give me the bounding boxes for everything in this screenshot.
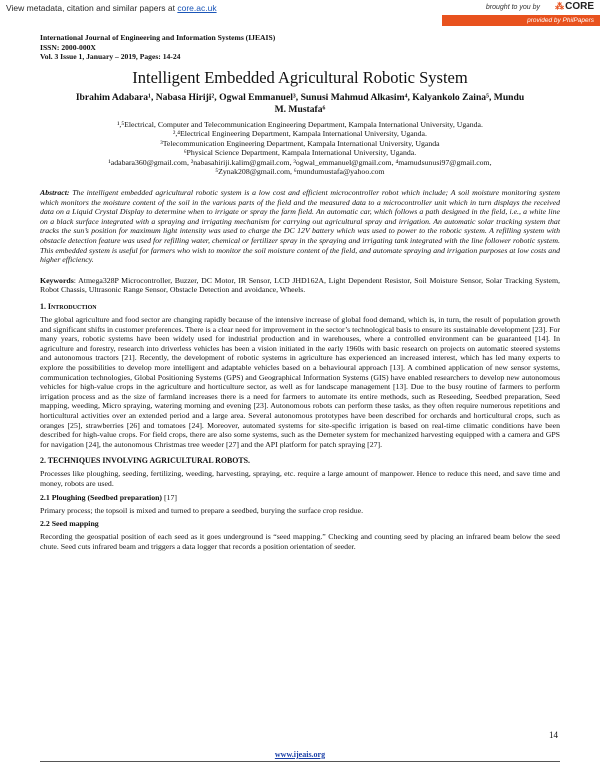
affiliations (40, 120, 560, 178)
email-line: ¹adabara360@gmail.com, ²nabasahiriji.kalim@gmail.com, ³ogwal_emmanuel@gmail.com, ⁴mamudsunusi97@gmail.com, (108, 157, 492, 167)
paper-title: Intelligent Embedded Agricultural Robotic System (132, 67, 468, 87)
subsection-ref: [17] (162, 492, 177, 502)
email-line: ⁵Zynak208@gmail.com, ⁶mundumustafa@yahoo.com (215, 167, 385, 177)
journal-volume: Vol. 3 Issue 1, January – 2019, Pages: 14-24 (40, 52, 181, 61)
affiliation-line: ⁶Physical Science Department, Kampala International University, Uganda. (183, 148, 417, 158)
section-heading-techniques: 2. TECHNIQUES INVOLVING AGRICULTURAL ROBOTS. (40, 456, 251, 466)
journal-name: International Journal of Engineering and Information Systems (IJEAIS) (40, 33, 276, 42)
authors-line-2: M. Mustafa⁶ (274, 103, 326, 115)
affiliation-line: ¹,⁵Electrical, Computer and Telecommunication Engineering Department, Kampala International University, Uganda. (117, 119, 483, 129)
keywords (40, 276, 560, 295)
core-logo-icon: ⁂ (555, 1, 565, 11)
subsection-title: 2.1 Ploughing (Seedbed preparation) (40, 492, 163, 502)
keywords-text: : Atmega328P Microcontroller, Buzzer, DC Motor, IR Sensor, LCD JHD162A, Light Dependent Resistor, Soil Moisture Sensor, Solar Tracking System, Robot Chassis, Ultrasonic Range Sensor, Obstacle Detection and avoidance, Wheels. (40, 275, 560, 295)
core-banner (0, 0, 600, 28)
introduction-paragraph: The global agriculture and food sector are changing rapidly because of the intensive increase of global food demand, which is, in turn, the result of population growth and significant shifts in customer preferences. There is a clear need for improvement in the sector’s technological basis to ensure its sustainable development [23]. For many years, robotic systems have been widely used for industrial production and in warehouses, where a controlled environment can be guaranteed [14]. In agriculture and forestry, research into driverless vehicles has been a vision initiated in the early 1960s with basic research on projects on automatic steered systems and autonomous tractors [21]. Recently, the development of robotic systems in agriculture has experienced an increased interest, which has led many experts to explore the possibilities to develop more intelligent and adaptable vehicles based on a behavioural approach [13]. A combined application of new sensor systems, communication technologies, Global Positioning Systems (GPS) and Geographical Information Systems (GIS) have enabled researchers to develop new autonomous vehicles for high-value crops in the agriculture and horticulture sector, as well as for landscape management [13]. Due to the busy routine of farmers to perform irrigation process and as the size of farmland increases there is a need for farmers to automate its entire methods, such as Reseeding, Seedbed preparation, Seed mapping, weeding, Micro spraying, watering morning and evening [23]. Autonomous robots can perform these tasks, as they often require numerous repetitions and horticultural activities over an extended period and a large area. Several autonomous prototypes have been described for orchards and horticultural crops, such as oranges [25], strawberries [26] and tomatoes [24]. Moreover, automated systems for site-specific irrigation is based on real-time climatic conditions have been described for high-value crops. For field crops, there are also some systems, such as the Demeter system for mechanized harvesting equipped with a camera and GPS for navigation [24], the autonomous Christmas tree weeder [27] and the API platform for patch spraying [27]. (40, 315, 560, 449)
abstract-text: The intelligent embedded agricultural robotic system is a low cost and efficient microcontroller robot which include; A soil moisture monitoring system which monitors the moisture content of the soil in the various parts of the field and the measured data to a microcontroller unit which in turn displays the received data on a Liquid Crystal Display to determine when to irrigate or spray the farm field. An automatic car, which follows a path designed in the field, i.e., a white line on a black surface integrated with a spraying and irrigating mechanism for carrying out agricultural spray and irrigation. An automatic solar tracking system that tracks the sun’s position for maximum light intensity was used to charge the DC 12V battery which was used to power to the robotic system. A refilling system with obstacle detection feature was used for refilling water, chemical or fertilizer spray in the spraying and irrigating tank integrated with the line follower robotic system. This embedded system is useful for farmers who wish to monitor the soil moisture content of the field, and automate spraying and irrigation purposes at low costs and higher efficiency. (40, 188, 560, 265)
core-logo[interactable] (555, 1, 594, 12)
authors-line-1: Ibrahim Adabara¹, Nabasa Hiriji², Ogwal Emmanuel³, Sunusi Mahmud Alkasim⁴, Kalyankolo Zaina⁵, Mundu (75, 91, 525, 103)
journal-issn: ISSN: 2000-000X (40, 42, 96, 52)
author-list (40, 92, 560, 116)
abstract-label: Abstract: (40, 188, 70, 198)
core-logo-text: CORE (565, 1, 594, 12)
brought-to-you-label: brought to you by (485, 4, 540, 11)
section-title: Introduction (47, 302, 97, 311)
journal-website-link[interactable]: www.ijeais.org (274, 750, 326, 759)
paper-page (40, 33, 560, 555)
footer-divider (40, 761, 560, 762)
subsection-heading-ploughing (40, 493, 560, 503)
core-link-prefix: View metadata, citation and similar papers at (6, 3, 178, 13)
subsection-heading-seed-mapping (40, 519, 560, 529)
footer-url (0, 750, 600, 759)
ploughing-paragraph: Primary process; the topsoil is mixed and turned to prepare a seedbed, burying the surface crop residue. (40, 505, 364, 515)
page-number: 14 (549, 730, 558, 740)
keywords-label: Keywords (40, 275, 74, 285)
section-number: 1. (40, 302, 48, 311)
provided-by-label[interactable]: provided by PhilPapers (442, 15, 600, 26)
core-metadata-link[interactable] (6, 3, 217, 13)
abstract (40, 188, 560, 265)
techniques-paragraph: Processes like ploughing, seeding, fertilizing, weeding, harvesting, spraying, etc. require a large amount of manpower. Hence to reduce this need, and save time and money, robots are used. (40, 469, 560, 488)
affiliation-line: ²,⁴Electrical Engineering Department, Kampala International University, Uganda. (173, 129, 427, 139)
section-heading-introduction (40, 302, 560, 312)
subsection-title: 2.2 Seed mapping (40, 519, 99, 529)
core-ac-uk-link[interactable]: core.ac.uk (177, 3, 217, 13)
seed-mapping-paragraph: Recording the geospatial position of each seed as it goes underground is “seed mapping.” Checking and counting seed by placing an infrared beam below the seed chute. Seed cuts infrared beam and triggers a data logger that records a position orientation of seeder. (40, 532, 560, 551)
affiliation-line: ³Telecommunication Engineering Department, Kampala International University, Uganda (160, 138, 440, 148)
journal-header (40, 33, 560, 62)
